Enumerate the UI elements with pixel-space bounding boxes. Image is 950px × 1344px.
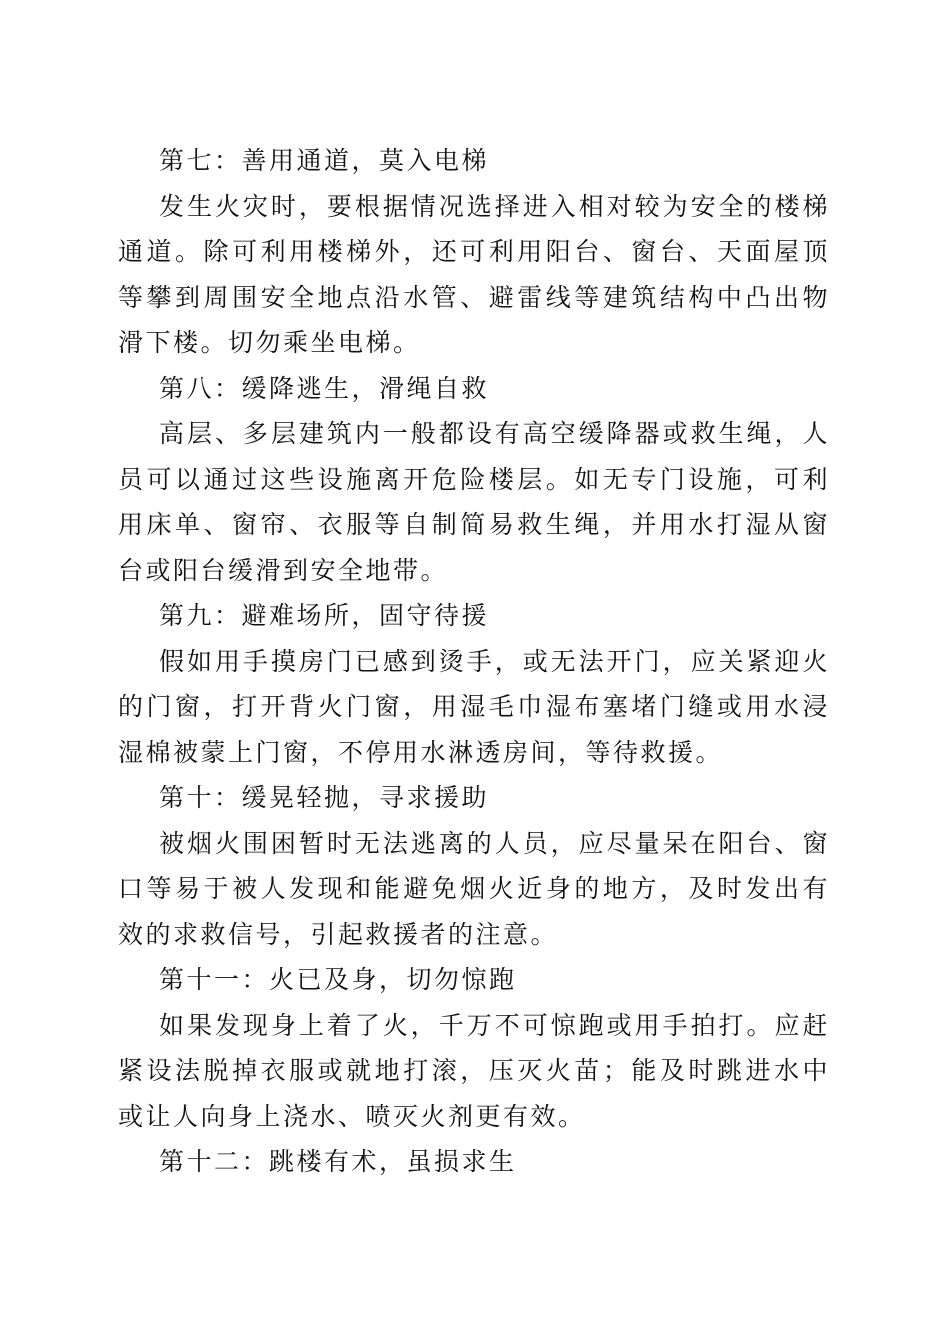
section-8 <box>118 366 830 594</box>
section-11 <box>118 957 830 1139</box>
section-body: 假如用手摸房门已感到烫手，或无法开门，应关紧迎火的门窗，打开背火门窗，用湿毛巾湿布塞堵门缝或用水浸湿棉被蒙上门窗，不停用水淋透房间，等待救援。 <box>118 646 830 767</box>
section-7 <box>118 138 830 366</box>
document-page <box>118 138 830 1185</box>
section-heading: 第九：避难场所，固守待援 <box>159 601 490 630</box>
section-heading: 第十二：跳楼有术，虽损求生 <box>159 1147 517 1176</box>
section-body: 如果发现身上着了火，千万不可惊跑或用手拍打。应赶紧设法脱掉衣服或就地打滚，压灭火苗；能及时跳进水中或让人向身上浇水、喷灭火剂更有效。 <box>118 1010 830 1131</box>
section-9 <box>118 593 830 775</box>
section-heading: 第十一：火已及身，切勿惊跑 <box>159 965 517 994</box>
section-body: 被烟火围困暂时无法逃离的人员，应尽量呆在阳台、窗口等易于被人发现和能避免烟火近身的地方，及时发出有效的求救信号，引起救援者的注意。 <box>118 828 830 949</box>
section-body: 高层、多层建筑内一般都设有高空缓降器或救生绳，人员可以通过这些设施离开危险楼层。如无专门设施，可利用床单、窗帘、衣服等自制简易救生绳，并用水打湿从窗台或阳台缓滑到安全地带。 <box>118 419 830 585</box>
section-10 <box>118 775 830 957</box>
section-heading: 第八：缓降逃生，滑绳自救 <box>159 373 490 403</box>
section-body: 发生火灾时，要根据情况选择进入相对较为安全的楼梯通道。除可利用楼梯外，还可利用阳台、窗台、天面屋顶等攀到周围安全地点沿水管、避雷线等建筑结构中凸出物滑下楼。切勿乘坐电梯。 <box>118 191 830 357</box>
section-heading: 第十：缓晃轻抛，寻求援助 <box>159 783 490 812</box>
section-12 <box>118 1139 830 1185</box>
section-heading: 第七：善用通道，莫入电梯 <box>159 146 490 175</box>
